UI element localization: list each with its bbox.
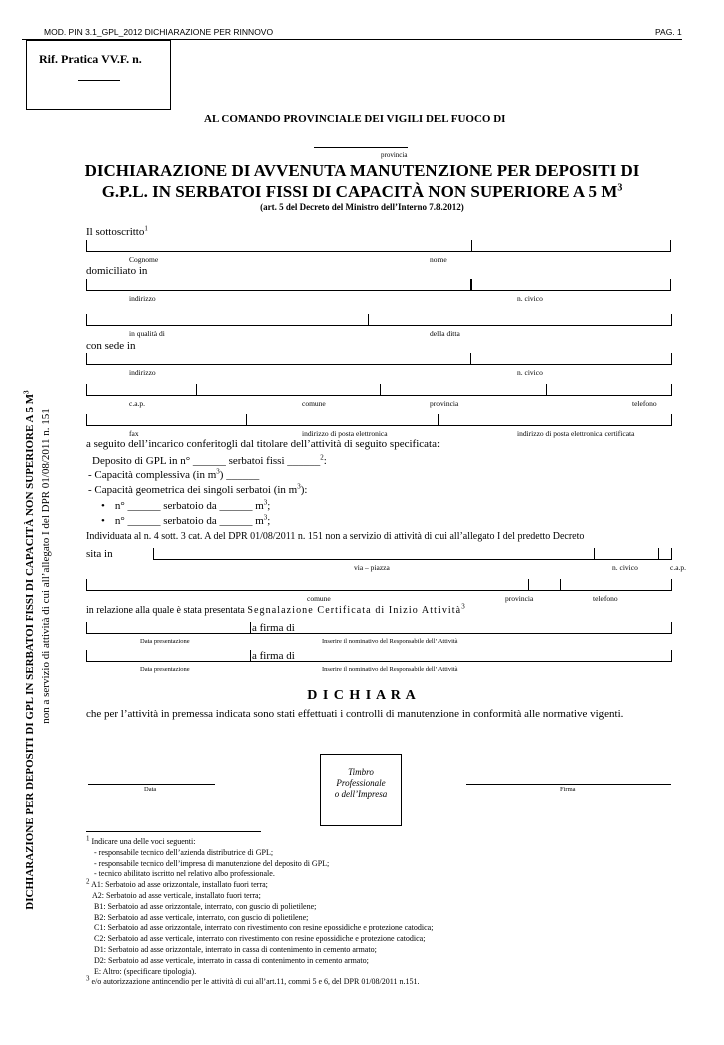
individuata-text: Individuata al n. 4 sott. 3 cat. A del DPR 01/08/2011 n. 151 non a servizio di attività di cui all’allegato I del predetto Decreto (86, 531, 585, 542)
footnote-2-item: C2: Serbatoio ad asse verticale, interrato con rivestimento con resine epossidiche e protezione catodica; (94, 934, 426, 944)
fax-label: fax (129, 429, 139, 438)
side-title: DICHIARAZIONE PER DEPOSITI DI GPL IN SERBATOI FISSI DI CAPACITÀ NON SUPERIORE A 5 $M^3$ (22, 390, 36, 910)
field-divider (560, 579, 561, 591)
title-line-2: G.P.L. IN SERBATOI FISSI DI CAPACITÀ NON SUPERIORE A 5 $M^3$ (101, 182, 623, 201)
domicilio-indirizzo-label: indirizzo (129, 294, 156, 303)
rif-pratica-blank (78, 80, 120, 81)
field-divider (528, 579, 529, 591)
cognome-label: Cognome (129, 255, 159, 264)
qualita-ditta-field[interactable] (86, 314, 672, 326)
cap-comune-provincia-telefono-field[interactable] (86, 384, 672, 396)
footnote-2-item: B1: Serbatoio ad asse orizzontale, interrato, con guscio di polietilene; (94, 901, 317, 911)
capacita-complessiva: - Capacità complessiva (in $m^3$) ______ (88, 467, 260, 481)
field-divider (546, 384, 547, 396)
title-line-1: DICHIARAZIONE DI AVVENUTA MANUTENZIONE PER DEPOSITI DI (84, 161, 640, 180)
document-subtitle: (art. 5 del Decreto del Ministro dell’Interno 7.8.2012) (260, 202, 464, 212)
serbatoio-bullet-2: • n° ______ serbatoio da ______ $m^3$; (101, 513, 271, 527)
sede-indirizzo-label: indirizzo (129, 368, 156, 377)
presentazione-1-field[interactable] (86, 622, 672, 634)
footnote-2-item: C1: Serbatoio ad asse orizzontale, interrato con rivestimento con resine epossidiche e protezione catodica; (94, 923, 434, 933)
qualita-label: in qualità di (129, 329, 165, 338)
nominativo-label-2: Inserire il nominativo del Responsabile dell’Attività (322, 666, 458, 673)
footnote-1-intro: $^1$ Indicare una delle voci seguenti: (86, 834, 196, 846)
sede-label: con sede in (86, 340, 136, 352)
footnote-1-item: - responsabile tecnico dell’impresa di manutenzione del deposito di GPL; (94, 858, 330, 868)
a-firma-label-2: a firma di (252, 650, 295, 662)
footnote-1-item: - tecnico abilitato iscritto nel relativo albo professionale. (94, 869, 275, 879)
timbro-box[interactable] (320, 754, 402, 826)
incarico-text: a seguito dell’incarico conferitogli dal titolare dell’attività di seguito specificata: (86, 438, 441, 450)
deposito-line: Deposito di GPL in n° ______ serbatoi fissi ______$^2$: (92, 453, 327, 467)
sede-indirizzo-field[interactable] (86, 353, 672, 365)
footnote-2-item: E: Altro: (specificare tipologia). (94, 966, 197, 976)
via-label: via – piazza (354, 563, 390, 572)
footnote-2-item: D2: Serbatoio ad asse verticale, interrato in cassa di contenimento in cemento armato; (94, 955, 369, 965)
field-divider (250, 622, 251, 634)
footnote-3: $^3$ e/o autorizzazione antincendio per le attività di cui all’art.11, commi 5 e 6, del DPR 01/08/2011 n.151. (86, 974, 420, 987)
field-divider (470, 279, 471, 291)
email-label: indirizzo di posta elettronica (302, 429, 388, 438)
field-divider (246, 414, 247, 426)
sita-civico-label: n. civico (612, 563, 638, 572)
rif-pratica-box[interactable] (26, 40, 171, 110)
header-page-number: PAG. 1 (655, 27, 682, 37)
field-divider (594, 548, 595, 560)
telefono-label: telefono (632, 399, 657, 408)
nominativo-label-1: Inserire il nominativo del Responsabile dell’Attività (322, 638, 458, 645)
cap-label: c.a.p. (129, 399, 146, 408)
provincia-label: provincia (381, 151, 408, 159)
field-divider (196, 384, 197, 396)
comune-label: comune (302, 399, 326, 408)
serbatoio-bullet-1: • n° ______ serbatoio da ______ $m^3$; (101, 498, 271, 512)
field-divider (658, 548, 659, 560)
dichiara-heading: D I C H I A R A (307, 688, 417, 703)
pec-label: indirizzo di posta elettronica certificata (517, 429, 635, 438)
footnotes (86, 834, 686, 988)
data-signature-label: Data (144, 786, 157, 793)
footnote-1-item: - responsabile tecnico dell’azienda distributrice di GPL; (94, 847, 274, 857)
domicilio-civico-label: n. civico (517, 294, 543, 303)
field-divider (438, 414, 439, 426)
sita-provincia-label: provincia (505, 594, 534, 603)
provincia-field-label: provincia (430, 399, 459, 408)
fax-email-pec-field[interactable] (86, 414, 672, 426)
sita-cap-label: c.a.p. (670, 563, 687, 572)
nome-label: nome (430, 255, 447, 264)
data-presentazione-label-1: Data presentazione (140, 638, 190, 645)
footnote-2-item: $^2$ A1: Serbatoio ad asse orizzontale, installato fuori terra; (86, 877, 268, 890)
sita-comune-field[interactable] (86, 579, 672, 591)
sottoscritto-label: Il sottoscritto$^1$ (86, 224, 148, 238)
domicilio-indirizzo-field[interactable] (86, 279, 472, 291)
rif-pratica-label: Rif. Pratica VV.F. n. (39, 52, 142, 66)
side-subtitle: non a servizio di attività di cui all’allegato I del DPR 01/08/2011 n. 151 (40, 408, 52, 724)
domicilio-civico-field[interactable] (470, 279, 671, 291)
firma-signature-label: Firma (560, 786, 576, 793)
provincia-blank[interactable] (314, 147, 408, 148)
sita-label: sita in (86, 548, 113, 560)
sede-civico-label: n. civico (517, 368, 543, 377)
sita-comune-label: comune (307, 594, 331, 603)
ditta-label: della ditta (430, 329, 460, 338)
sita-telefono-label: telefono (593, 594, 618, 603)
footnote-rule (86, 831, 261, 832)
footnote-2-item: A2: Serbatoio ad asse verticale, installato fuori terra; (92, 890, 261, 900)
capacita-geometrica: - Capacità geometrica dei singoli serbatoi (in $m^3$): (88, 482, 308, 496)
domiciliato-label: domiciliato in (86, 265, 148, 277)
presentazione-2-field[interactable] (86, 650, 672, 662)
scia-text: in relazione alla quale è stata presentata Segnalazione Certificata di Inizio Attività$^3$ (86, 602, 465, 616)
footnote-2-item: D1: Serbatoio ad asse orizzontale, interrato in cassa di contenimento in cemento armato; (94, 944, 377, 954)
field-divider (368, 314, 369, 326)
data-presentazione-label-2: Data presentazione (140, 666, 190, 673)
dichiara-text: che per l’attività in premessa indicata sono stati effettuati i controlli di manutenzione in conformità alle normative vigenti. (86, 708, 624, 720)
footnote-2-item: B2: Serbatoio ad asse verticale, interrato, con guscio di polietilene; (94, 912, 309, 922)
timbro-text: Timbro Professionale o dell’Impresa (334, 767, 388, 799)
field-divider (250, 650, 251, 662)
field-divider (470, 353, 471, 365)
document-title (0, 160, 724, 202)
firma-signature-line[interactable] (466, 784, 671, 785)
addressee: AL COMANDO PROVINCIALE DEI VIGILI DEL FUOCO DI (204, 113, 506, 125)
data-signature-line[interactable] (88, 784, 215, 785)
nome-field[interactable] (470, 240, 671, 252)
field-divider (380, 384, 381, 396)
header-form-code: MOD. PIN 3.1_GPL_2012 DICHIARAZIONE PER RINNOVO (44, 27, 274, 37)
cognome-field[interactable] (86, 240, 472, 252)
a-firma-label-1: a firma di (252, 622, 295, 634)
